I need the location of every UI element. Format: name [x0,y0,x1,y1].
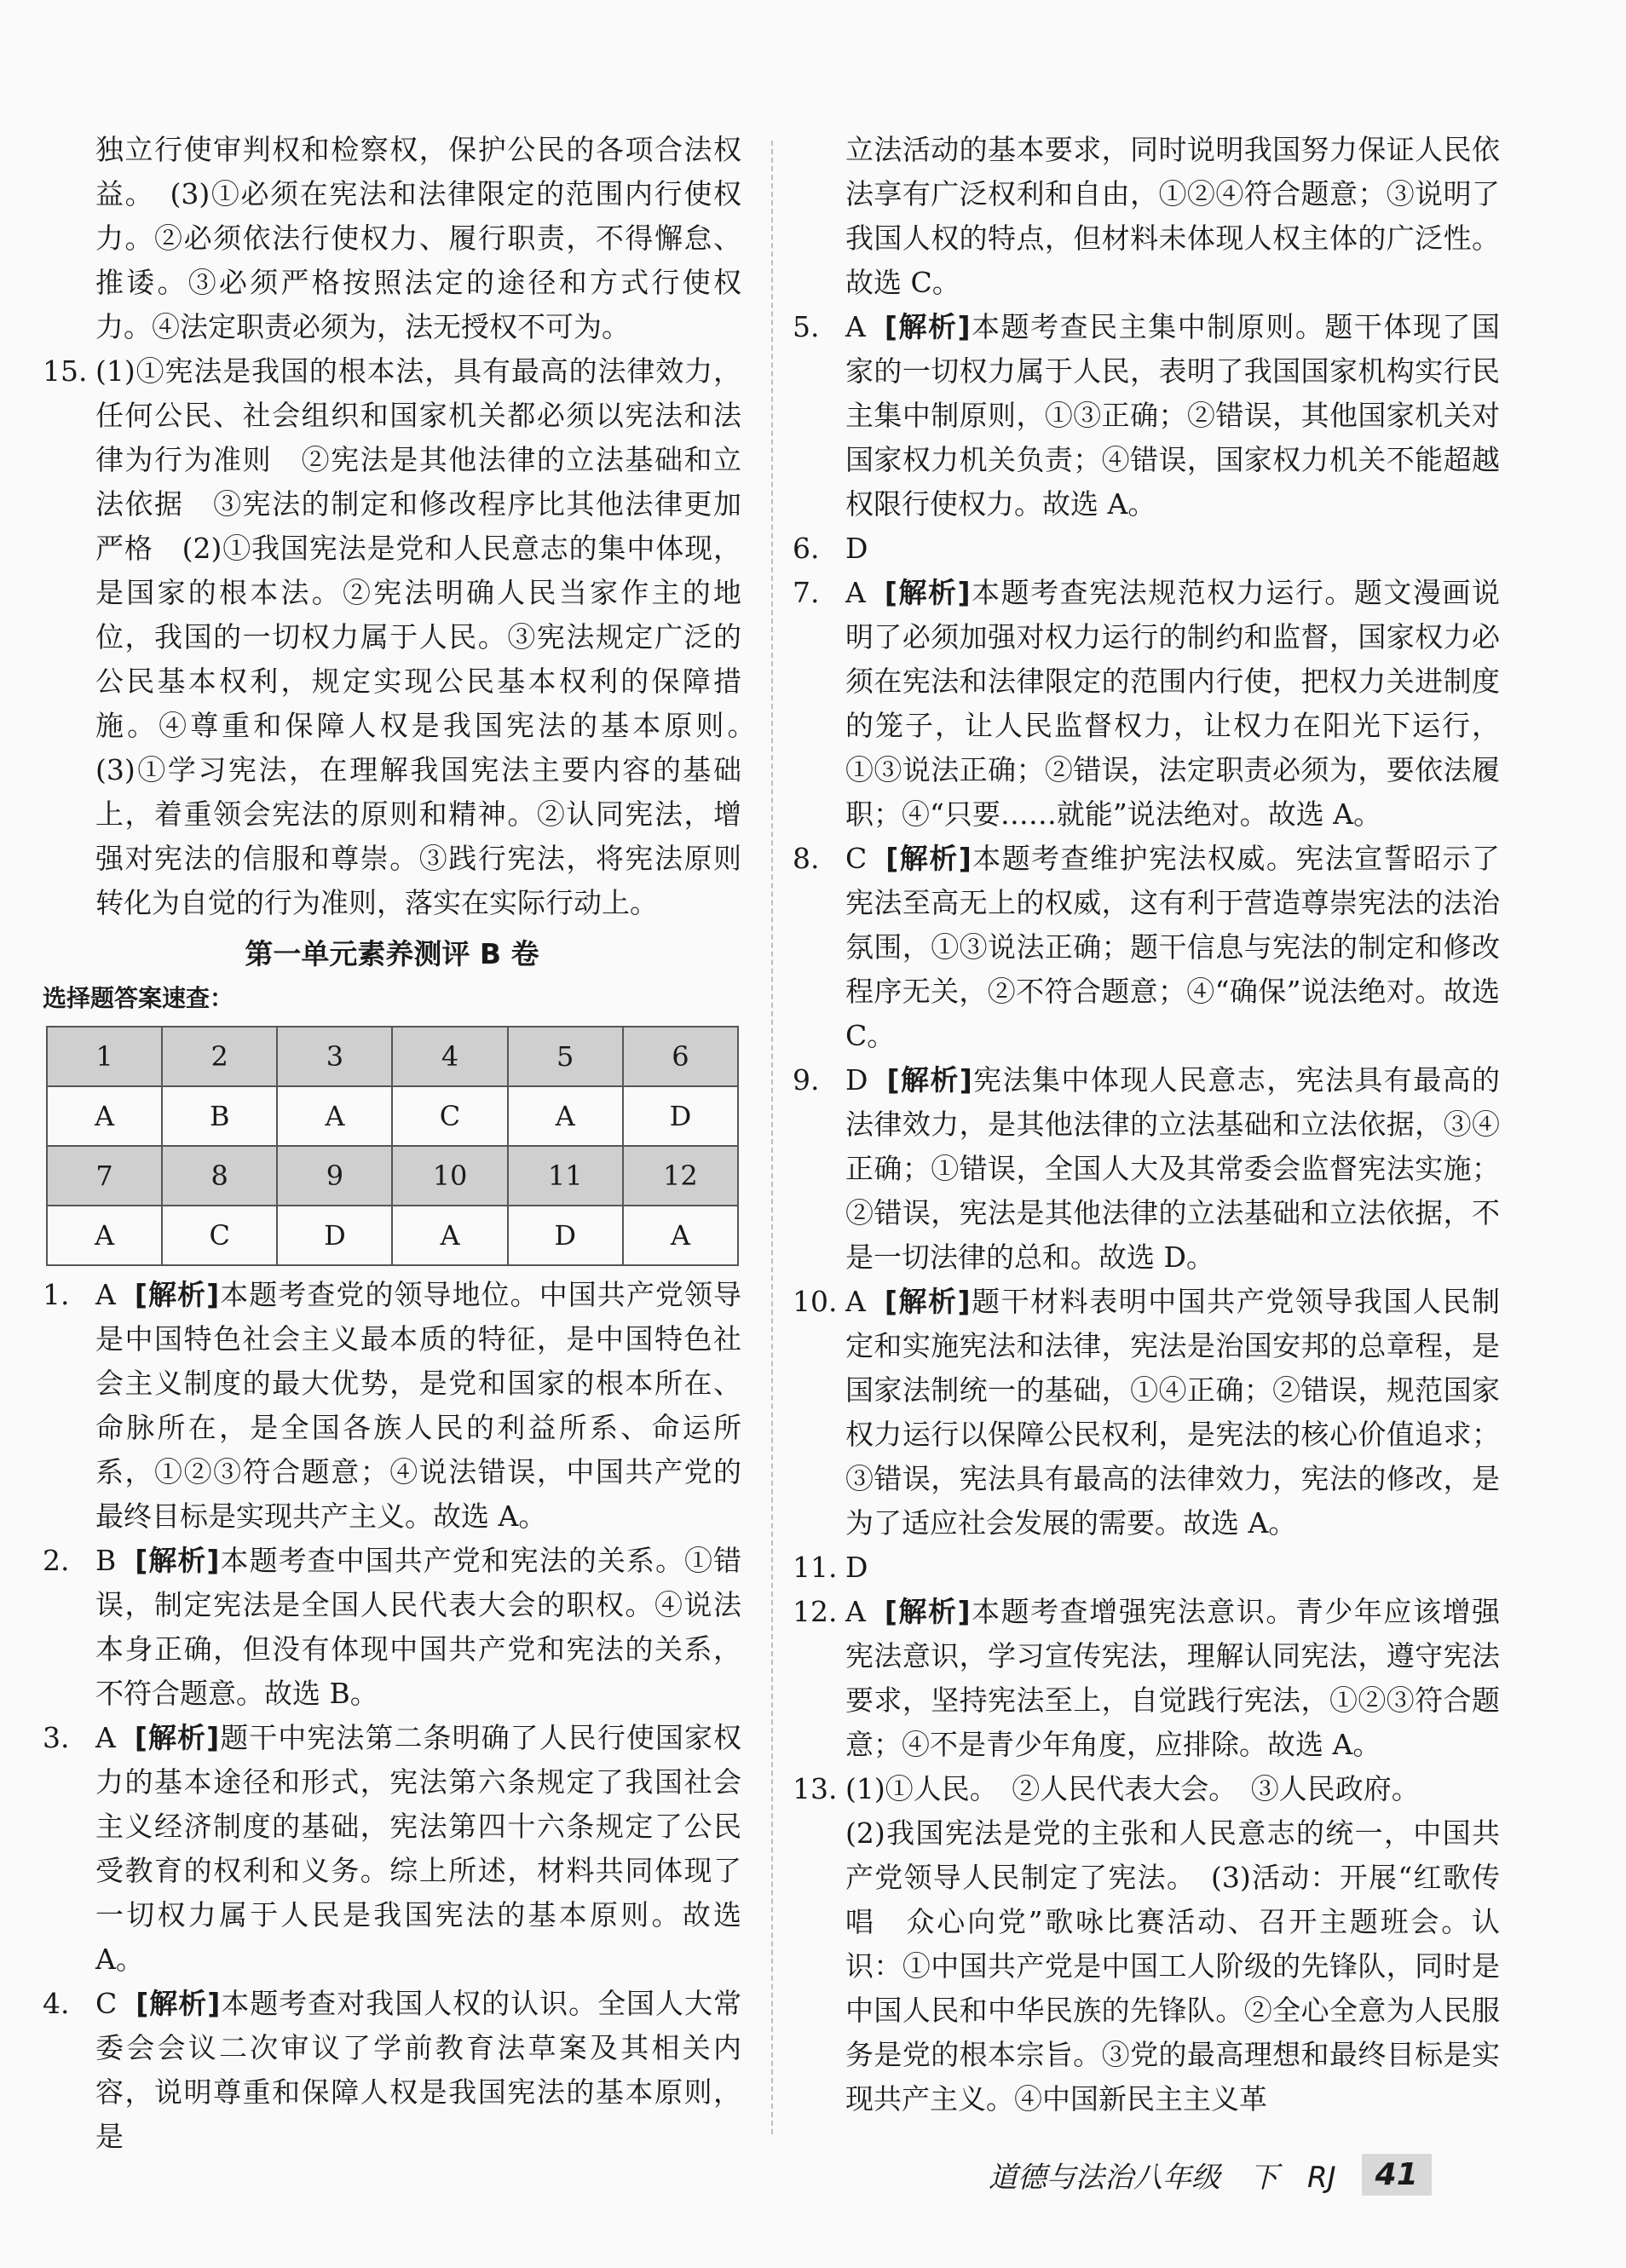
analysis-text: 本题考查民主集中制原则。题干体现了国家的一切权力属于人民，表明了我国国家机构实行民主集中制原则，①③正确；②错误，其他国家机关对国家权力机关负责；④错误，国家权力机关不能超越权限行使权力。故选 A。 [845,310,1500,521]
table-cell: 5 [508,1027,623,1086]
answer-item-9 [793,1058,1500,1280]
analysis-text: 本题考查宪法规范权力运行。题文漫画说明了必须加强对权力运行的制约和监督，国家权力必须在宪法和法律限定的范围内行使，把权力关进制度的笼子，让人民监督权力，让权力在阳光下运行，①③说法正确；②错误，法定职责必须为，要依法履职；④“只要……就能”说法绝对。故选 A。 [845,576,1500,831]
table-cell: 4 [392,1027,507,1086]
table-cell: 9 [277,1146,392,1206]
table-cell: 12 [623,1146,738,1206]
answer-choice: D [845,1063,868,1097]
continued-answer-14: 独立行使审判权和检察权，保护公民的各项合法权益。 (3)①必须在宪法和法律限定的范围内行使权力。②必须依法行使权力、履行职责，不得懈怠、推诿。③必须严格按照法定的途径和方式行使权力。④法定职责必须为，法无授权不可为。 [95,133,741,343]
analysis-tag: [解析] [135,1544,220,1577]
table-row [47,1027,738,1086]
answer-table [46,1026,739,1266]
table-cell: 11 [508,1146,623,1206]
analysis-text: 题干材料表明中国共产党领导我国人民制定和实施宪法和法律，宪法是治国安邦的总章程，是国家法制统一的基础，①④正确；②错误，规范国家权力运行以保障公民权利，是宪法的核心价值追求；③错误，宪法具有最高的法律效力，宪法的修改，是为了适应社会发展的需要。故选 A。 [845,1285,1500,1540]
answer-number: 8. [793,842,820,875]
answer-number: 11. [793,1551,838,1584]
answer-number: 5. [793,310,820,343]
answer-item-10 [793,1280,1500,1546]
answer-item-6 [793,527,1500,571]
analysis-text: 本题考查中国共产党和宪法的关系。①错误，制定宪法是全国人民代表大会的职权。④说法本身正确，但没有体现中国共产党和宪法的关系，不符合题意。故选 B。 [95,1544,741,1710]
answer-13-continued: (2)我国宪法是党的主张和人民意志的统一，中国共产党领导人民制定了宪法。 (3)活动：开展“红歌传唱 众心向党”歌咏比赛活动、召开主题班会。认识：①中国共产党是中国工人阶级的先锋队，同时是中国人民和中华民族的先锋队。②全心全意为人民服务是党的根本宗旨。③党的最高理想和最终目标是实现共产主义。④中国新民主主义革 [845,1816,1500,2115]
table-cell: A [47,1086,162,1146]
table-row [47,1146,738,1206]
continued-answer-4: 立法活动的基本要求，同时说明我国努力保证人民依法享有广泛权利和自由，①②④符合题意；③说明了我国人权的特点，但材料未体现人权主体的广泛性。故选 C。 [845,133,1500,299]
analysis-text: 本题考查维护宪法权威。宪法宣誓昭示了宪法至高无上的权威，这有利于营造尊崇宪法的法治氛围，①③说法正确；题干信息与宪法的制定和修改程序无关，②不符合题意；④“确保”说法绝对。故选 C。 [845,842,1501,1052]
answer-choice: D [845,1551,868,1584]
answer-13 [793,1767,1500,1811]
table-cell: 6 [623,1027,738,1086]
answer-number: 13. [793,1772,838,1805]
analysis-text: 本题考查对我国人权的认识。全国人大常委会会议二次审议了学前教育法草案及其相关内容，说明尊重和保障人权是我国宪法的基本原则，是 [95,1987,741,2153]
left-column [43,128,770,2159]
answer-number: 10. [793,1285,838,1318]
answer-item-2 [43,1539,741,1716]
answer-number: 9. [793,1063,820,1097]
analysis-tag: [解析] [884,1285,971,1318]
table-cell: 3 [277,1027,392,1086]
table-cell: D [508,1206,623,1265]
analysis-tag: [解析] [884,576,971,609]
answer-choice: C [845,842,868,875]
table-cell: 10 [392,1146,507,1206]
table-cell: 1 [47,1027,162,1086]
answer-text: (1)①人民。 ②人民代表大会。 ③人民政府。 [845,1772,1420,1805]
answer-choice: D [845,532,868,565]
answer-item-3 [43,1716,741,1982]
answer-item-1 [43,1273,741,1539]
table-cell: 7 [47,1146,162,1206]
answer-choice: A [95,1278,116,1311]
answer-item-7 [793,571,1500,837]
answer-number: 4. [43,1987,70,2020]
table-cell: B [162,1086,277,1146]
answer-choice: A [845,1595,866,1628]
table-row [47,1086,738,1146]
page-number: 41 [1362,2154,1432,2196]
answer-item-12 [793,1590,1500,1767]
answer-number: 1. [43,1278,70,1311]
section-title: 第一单元素养测评 B 卷 [245,937,539,970]
table-cell: 8 [162,1146,277,1206]
table-cell: D [623,1086,738,1146]
analysis-tag: [解析] [884,310,971,343]
answer-item-5 [793,305,1500,527]
table-cell: C [162,1206,277,1265]
answer-choice: A [845,1285,866,1318]
table-cell: A [47,1206,162,1265]
answer-item-4 [43,1982,741,2159]
analysis-text: 题干中宪法第二条明确了人民行使国家权力的基本途径和形式，宪法第六条规定了我国社会主义经济制度的基础，宪法第四十六条规定了公民受教育的权利和义务。综上所述，材料共同体现了一切权力属于人民是我国宪法的基本原则。故选 A。 [95,1721,741,1976]
analysis-tag: [解析] [884,1595,971,1628]
answer-number: 6. [793,532,820,565]
analysis-tag: [解析] [134,1721,220,1754]
table-cell: A [392,1206,507,1265]
answer-item-11 [793,1546,1500,1590]
table-cell: A [277,1086,392,1146]
analysis-tag: [解析] [886,1063,972,1097]
quick-check-label: 选择题答案速查： [43,984,234,1012]
answer-number: 12. [793,1595,838,1628]
answer-15 [43,349,770,925]
table-row [47,1206,738,1265]
analysis-text: 本题考查党的领导地位。中国共产党领导是中国特色社会主义最本质的特征，是中国特色社会主义制度的最大优势，是党和国家的根本所在、命脉所在，是全国各族人民的利益所系、命运所系，①②③符合题意；④说法错误，中国共产党的最终目标是实现共产主义。故选 A。 [95,1278,741,1533]
answer-number: 15. [43,354,88,388]
analysis-text: 本题考查增强宪法意识。青少年应该增强宪法意识，学习宣传宪法，理解认同宪法，遵守宪法要求，坚持宪法至上，自觉践行宪法，①②③符合题意；④不是青少年角度，应排除。故选 A。 [845,1595,1500,1761]
column-divider [771,141,773,2134]
analysis-text: 宪法集中体现人民意志，宪法具有最高的法律效力，是其他法律的立法基础和立法依据，③④正确；①错误，全国人大及其常委会监督宪法实施；②错误，宪法是其他法律的立法基础和立法依据，不是一切法律的总和。故选 D。 [845,1063,1500,1274]
answer-choice: A [95,1721,116,1754]
analysis-tag: [解析] [134,1278,220,1311]
answer-item-8 [793,837,1500,1058]
table-cell: 2 [162,1027,277,1086]
analysis-tag: [解析] [136,1987,221,2020]
table-cell: A [623,1206,738,1265]
answer-choice: A [845,310,866,343]
table-cell: C [392,1086,507,1146]
answer-text: (1)①宪法是我国的根本法，具有最高的法律效力，任何公民、社会组织和国家机关都必须以宪法和法律为行为准则 ②宪法是其他法律的立法基础和立法依据 ③宪法的制定和修改程序比其他法律更加严格 (2)①我国宪法是党和人民意志的集中体现，是国家的根本法。②宪法明确人民当家作主的地位，我国的一切权力属于人民。③宪法规定广泛的公民基本权利，规定实现公民基本权利的保障措施。④尊重和保障人权是我国宪法的基本原则。 (3)①学习宪法，在理解我国宪法主要内容的基础上，着重领会宪法的原则和精神。②认同宪法，增强对宪法的信服和尊崇。③践行宪法，将宪法原则转化为自觉的行为准则，落实在实际行动上。 [95,354,770,919]
page-footer [989,2149,1432,2200]
answer-number: 7. [793,576,820,609]
table-cell: A [508,1086,623,1146]
book-subject: 道德与法治八年级 下 RJ [989,2160,1336,2195]
answer-choice: C [95,1987,118,2020]
answer-number: 3. [43,1721,70,1754]
right-column [793,128,1500,2121]
answer-number: 2. [43,1544,70,1577]
answer-choice: B [95,1544,117,1577]
answer-choice: A [845,576,866,609]
table-cell: D [277,1206,392,1265]
analysis-tag: [解析] [885,842,972,875]
